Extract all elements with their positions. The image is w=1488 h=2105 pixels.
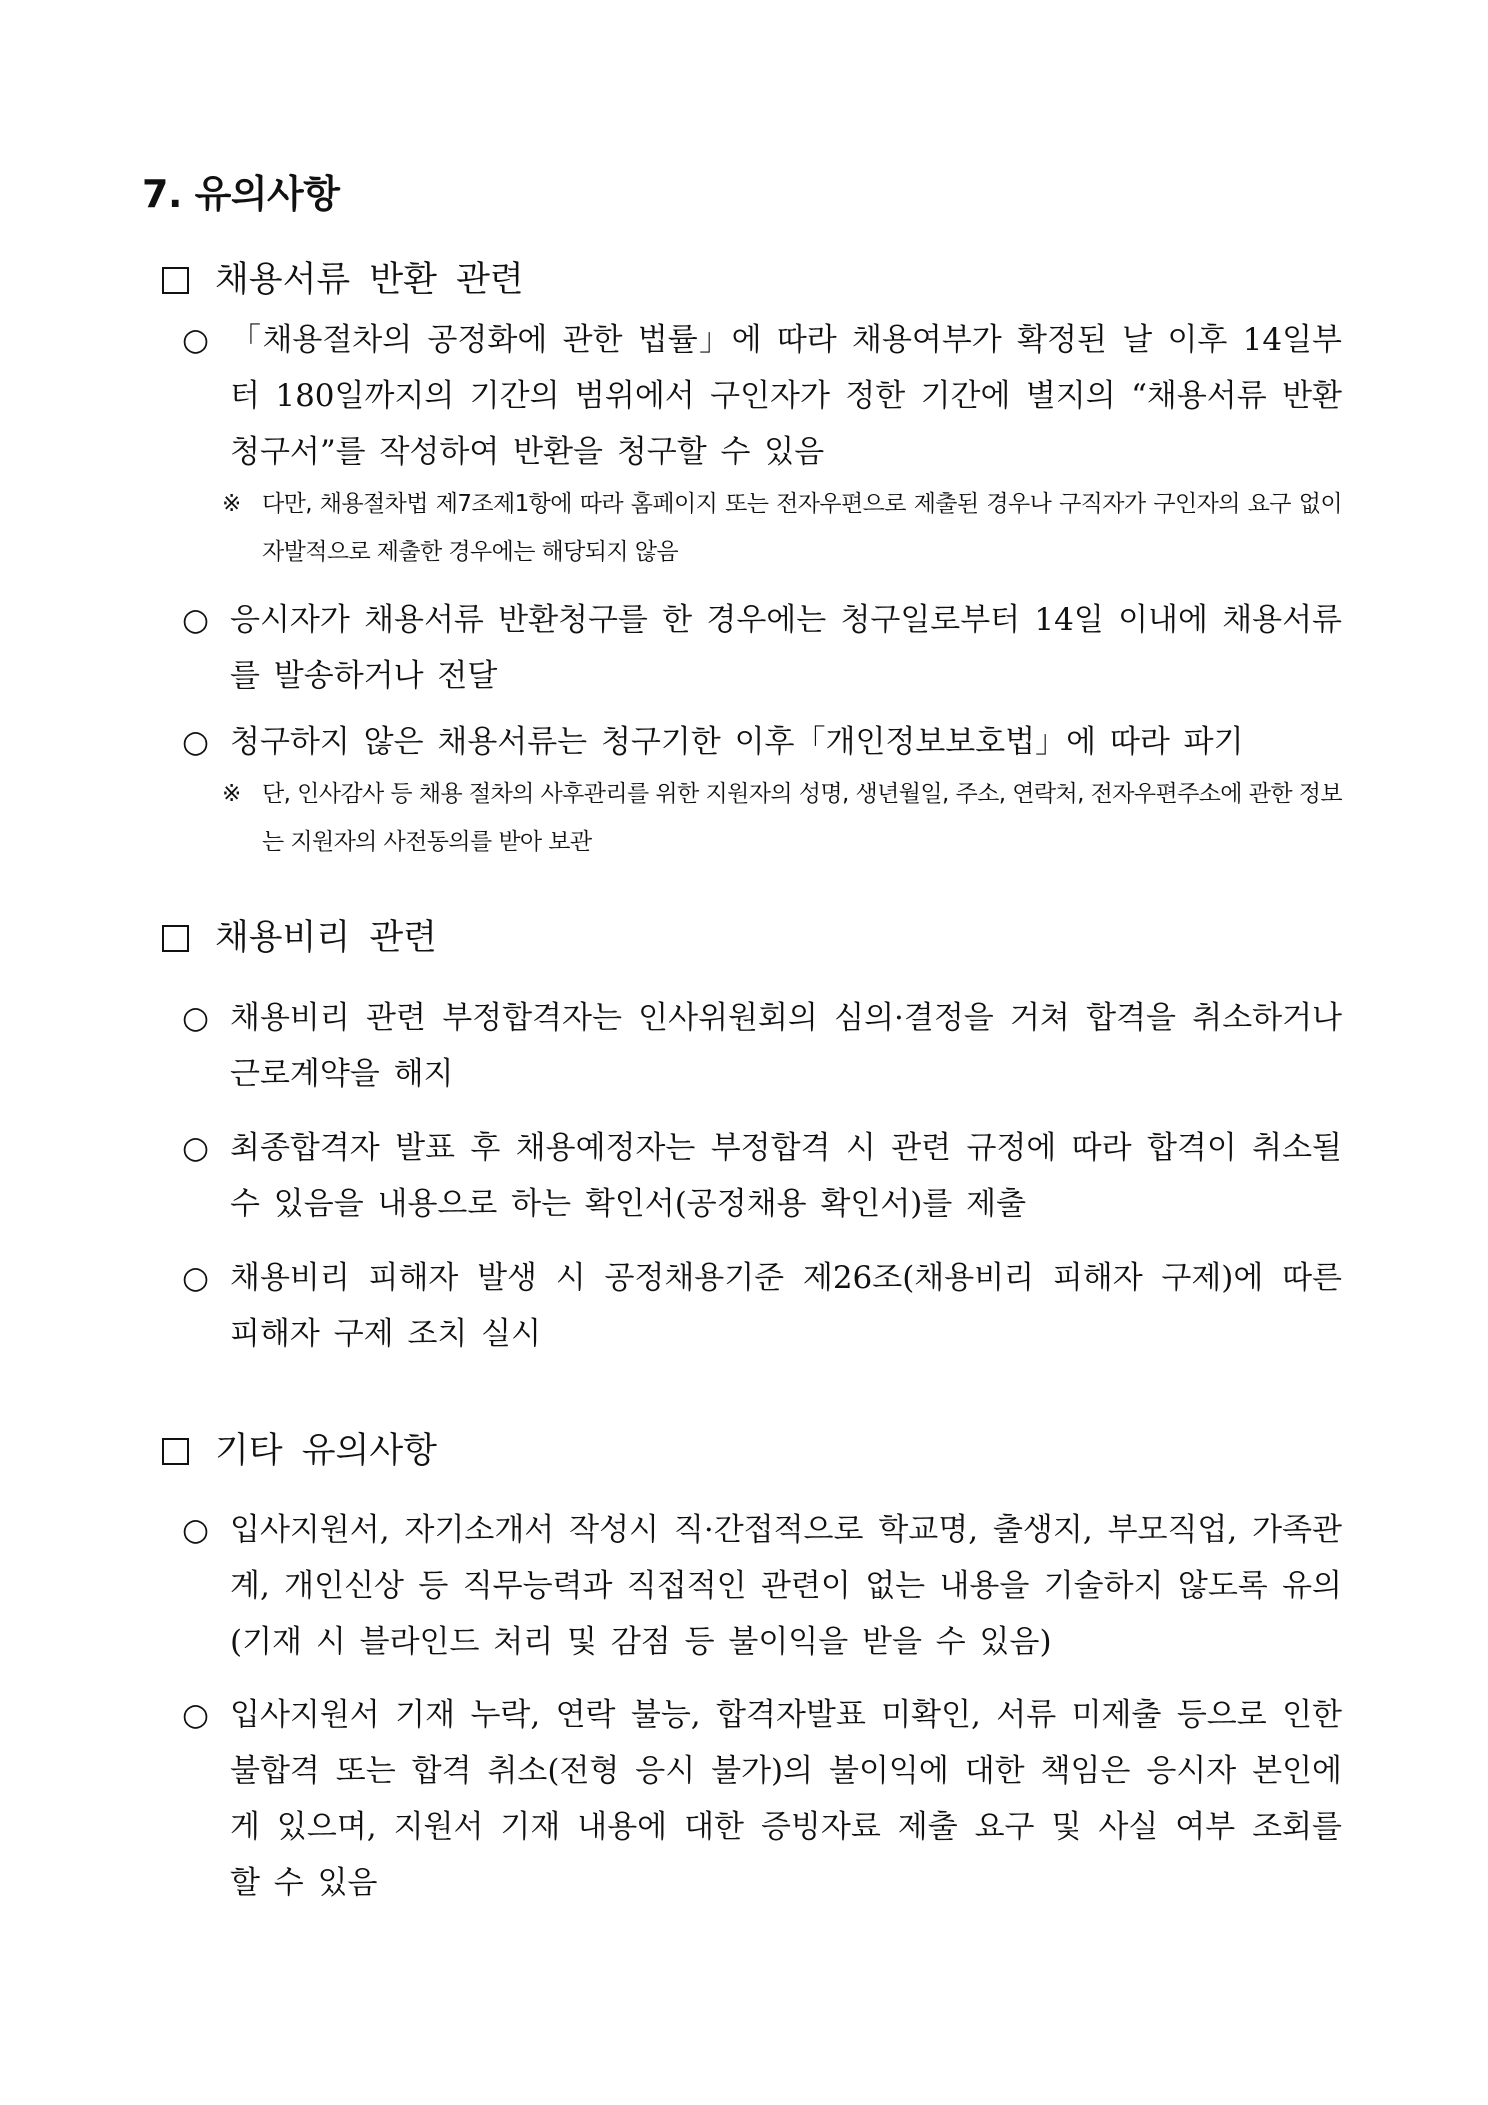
note-text: 다만, 채용절차법 제7조제1항에 따라 홈페이지 또는 전자우편으로 제출된 경우나 구직자가 구인자의 요구 없이 자발적으로 제출한 경우에는 해당되지 않음 bbox=[262, 491, 1342, 565]
list-item bbox=[182, 1120, 1342, 1232]
list-item-text: 「채용절차의 공정화에 관한 법률」에 따라 채용여부가 확정된 날 이후 14일부터 180일까지의 기간의 범위에서 구인자가 정한 기간에 별지의 “채용서류 반환청구서”를 작성하여 반환을 청구할 수 있음 bbox=[230, 322, 1342, 470]
list-item-text: 청구하지 않은 채용서류는 청구기한 이후「개인정보보호법」에 따라 파기 bbox=[230, 724, 1244, 760]
checkbox-icon bbox=[162, 925, 189, 952]
circle-bullet-icon: ○ bbox=[182, 1512, 210, 1548]
note-item bbox=[222, 480, 1342, 576]
circle-bullet-icon: ○ bbox=[182, 1697, 210, 1733]
section-heading-label: 기타 유의사항 bbox=[215, 1431, 437, 1471]
section-heading-label: 채용서류 반환 관련 bbox=[215, 260, 524, 300]
circle-bullet-icon: ○ bbox=[182, 724, 210, 760]
reference-mark-icon: ※ bbox=[222, 491, 241, 517]
circle-bullet-icon: ○ bbox=[182, 602, 210, 638]
checkbox-icon bbox=[162, 267, 189, 294]
list-item bbox=[182, 990, 1342, 1102]
list-item-text: 입사지원서 기재 누락, 연락 불능, 합격자발표 미확인, 서류 미제출 등으로 인한 불합격 또는 합격 취소(전형 응시 불가)의 불이익에 대한 책임은 응시자 본인에게 있으며, 지원서 기재 내용에 대한 증빙자료 제출 요구 및 사실 여부 조회를 할 수 있음 bbox=[230, 1697, 1342, 1901]
circle-bullet-icon: ○ bbox=[182, 1000, 210, 1036]
page-title: 7. 유의사항 bbox=[142, 172, 340, 216]
list-item bbox=[182, 1502, 1342, 1670]
list-item bbox=[182, 1250, 1342, 1362]
list-item bbox=[182, 714, 1342, 770]
circle-bullet-icon: ○ bbox=[182, 322, 210, 358]
list-item-text: 채용비리 관련 부정합격자는 인사위원회의 심의·결정을 거쳐 합격을 취소하거나 근로계약을 해지 bbox=[230, 1000, 1342, 1092]
section-heading-other-notes bbox=[162, 1423, 437, 1479]
reference-mark-icon: ※ bbox=[222, 781, 241, 807]
note-item bbox=[222, 770, 1342, 866]
circle-bullet-icon: ○ bbox=[182, 1260, 210, 1296]
list-item-text: 응시자가 채용서류 반환청구를 한 경우에는 청구일로부터 14일 이내에 채용서류를 발송하거나 전달 bbox=[230, 602, 1342, 694]
section-heading-label: 채용비리 관련 bbox=[215, 918, 437, 958]
list-item bbox=[182, 592, 1342, 704]
list-item-text: 최종합격자 발표 후 채용예정자는 부정합격 시 관련 규정에 따라 합격이 취소될 수 있음을 내용으로 하는 확인서(공정채용 확인서)를 제출 bbox=[230, 1130, 1342, 1222]
list-item-text: 채용비리 피해자 발생 시 공정채용기준 제26조(채용비리 피해자 구제)에 따른 피해자 구제 조치 실시 bbox=[230, 1260, 1342, 1352]
section-heading-document-return bbox=[162, 252, 524, 308]
list-item-text: 입사지원서, 자기소개서 작성시 직·간접적으로 학교명, 출생지, 부모직업, 가족관계, 개인신상 등 직무능력과 직접적인 관련이 없는 내용을 기술하지 않도록 유의(기재 시 블라인드 처리 및 감점 등 불이익을 받을 수 있음) bbox=[230, 1512, 1342, 1660]
circle-bullet-icon: ○ bbox=[182, 1130, 210, 1166]
note-text: 단, 인사감사 등 채용 절차의 사후관리를 위한 지원자의 성명, 생년월일, 주소, 연락처, 전자우편주소에 관한 정보는 지원자의 사전동의를 받아 보관 bbox=[262, 781, 1342, 855]
checkbox-icon bbox=[162, 1438, 189, 1465]
section-heading-hiring-corruption bbox=[162, 910, 437, 966]
list-item bbox=[182, 1687, 1342, 1911]
list-item bbox=[182, 312, 1342, 480]
